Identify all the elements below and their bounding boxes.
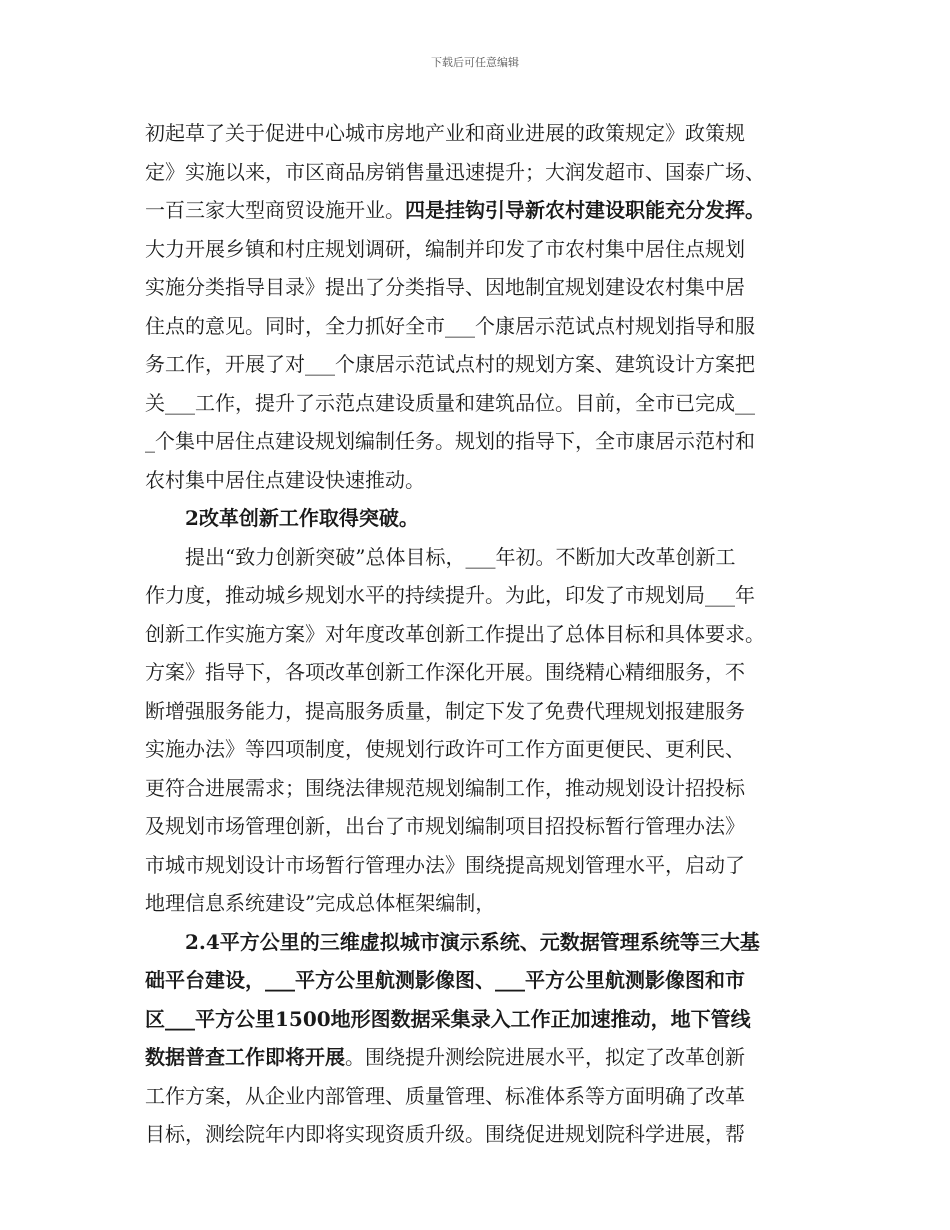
paragraph-planning-rural (145, 114, 815, 499)
text-line: 住点的意见。同时，全力抓好全市___个康居示范试点村规划指导和服 (145, 313, 755, 338)
paragraph-gis-platform (145, 923, 815, 1154)
text-line: 市城市规划设计市场暂行管理办法》围绕提高规划管理水平，启动了 (145, 852, 745, 877)
text-line: 地理信息系统建设”完成总体框架编制， (145, 891, 496, 915)
text-line: 工作方案，从企业内部管理、质量管理、标准体系等方面明确了改革 (145, 1083, 745, 1108)
text-line: 关___工作，提升了示范点建设质量和建筑品位。目前，全市已完成__ (145, 390, 755, 415)
text-span: 。围绕提升测绘院进展水平，拟定了改革创新 (345, 1045, 745, 1069)
text-line: 定》实施以来，市区商品房销售量迅速提升；大润发超市、国泰广场、 (145, 159, 765, 184)
document-body (145, 114, 815, 1154)
text-line: 提出“致力创新突破”总体目标，___年初。不断加大改革创新工 (185, 544, 736, 569)
text-line: 务工作，开展了对___个康居示范试点村的规划方案、建筑设计方案把 (145, 352, 755, 376)
bold-key-point: 四是挂钩引导新农村建设职能充分发挥。 (405, 198, 765, 222)
text-line (145, 191, 815, 230)
text-line: 农村集中居住点建设快速推动。 (145, 467, 425, 492)
text-span: 一百三家大型商贸设施开业。 (145, 198, 405, 222)
text-line: 大力开展乡镇和村庄规划调研，编制并印发了市农村集中居住点规划 (145, 236, 745, 261)
text-line (145, 1038, 815, 1077)
text-line: 方案》指导下，各项改革创新工作深化开展。围绕精心精细服务，不 (145, 660, 745, 684)
section-heading: 2改革创新工作取得突破。 (185, 506, 419, 530)
text-line: 创新工作实施方案》对年度改革创新工作提出了总体目标和具体要求。 (145, 621, 765, 646)
text-line: 实施办法》等四项制度，使规划行政许可工作方面更便民、更利民、 (145, 737, 745, 761)
text-line: 更符合进展需求；围绕法律规范规划编制工作，推动规划设计招投标 (145, 775, 745, 800)
bold-key-point: 数据普查工作即将开展 (145, 1045, 345, 1069)
text-line: 初起草了关于促进中心城市房地产业和商业进展的政策规定》政策规 (145, 121, 745, 145)
text-line: 及规划市场管理创新，出台了市规划编制项目招投标暂行管理办法》 (145, 814, 745, 838)
text-line: 区___平方公里1500地形图数据采集录入工作正加速推动，地下管线 (145, 1006, 751, 1031)
text-line: 断增强服务能力，提高服务质量，制定下发了免费代理规划报建服务 (145, 698, 745, 723)
text-line: 础平台建设，___平方公里航测影像图、___平方公里航测影像图和市 (145, 968, 745, 992)
paragraph-reform-innovation (145, 538, 815, 923)
page-header: 下载后可任意编辑 (431, 56, 519, 69)
text-line: 2.4平方公里的三维虚拟城市演示系统、元数据管理系统等三大基 (185, 929, 760, 954)
text-line: 目标，测绘院年内即将实现资质升级。围绕促进规划院科学进展，帮 (145, 1122, 745, 1146)
text-line: 实施分类指导目录》提出了分类指导、因地制宜规划建设农村集中居 (145, 275, 745, 299)
text-line: _个集中居住点建设规划编制任务。规划的指导下，全市康居示范村和 (145, 429, 755, 453)
text-line: 作力度，推动城乡规划水平的持续提升。为此，印发了市规划局___年 (145, 583, 755, 607)
